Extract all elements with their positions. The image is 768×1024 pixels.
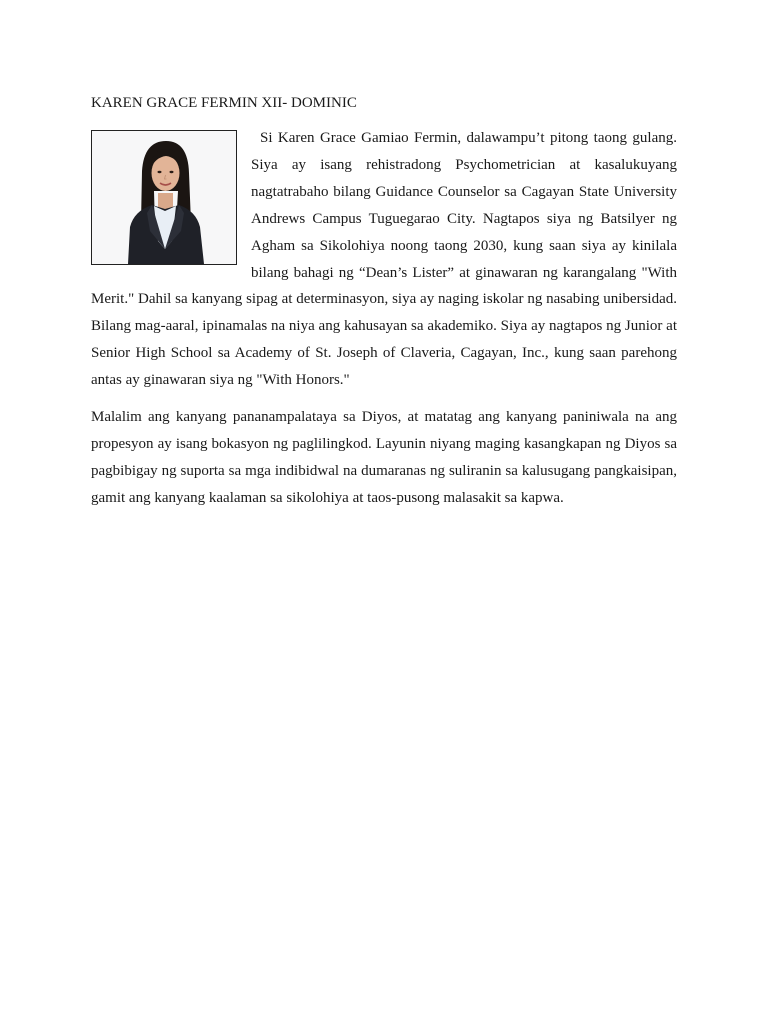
paragraph-faith: Malalim ang kanyang pananampalataya sa Diyos, at matatag ang kanyang paniniwala na ang propesyon ay isang bokasyon ng paglilingkod. Layunin niyang maging kasangkapan ng Diyos sa pagbibigay ng suporta sa mga indibidwal na dumaranas ng suliranin sa kalusugang pangkaisipan, gamit ang kanyang kaalaman sa sikolohiya at taos-pusong malasakit sa kapwa. — [91, 409, 677, 506]
document-body — [91, 125, 677, 512]
paragraph-bio: Si Karen Grace Gamiao Fermin, dalawampu’t pitong taong gulang. Siya ay isang rehistradong Psychometrician at kasalukuyang nagtatrabaho bilang Guidance Counselor sa Cagayan State University Andrews Campus Tuguegarao City. Nagtapos siya ng Batsilyer ng Agham sa Sikolohiya noong taong 2030, kung saan siya ay kinilala bilang bahagi ng “Dean’s Lister” at ginawaran ng karangalang "With Merit." Dahil sa kanyang sipag at determinasyon, siya ay naging iskolar ng nasabing unibersidad. Bilang mag-aaral, ipinamalas na niya ang kahusayan sa akademiko. Siya ay nagtapos ng Junior at Senior High School sa Academy of St. Joseph of Claveria, Cagayan, Inc., kung saan parehong antas ay ginawaran siya ng "With Honors." — [91, 130, 677, 389]
profile-photo — [91, 130, 237, 265]
document-title: KAREN GRACE FERMIN XII- DOMINIC — [91, 95, 357, 111]
